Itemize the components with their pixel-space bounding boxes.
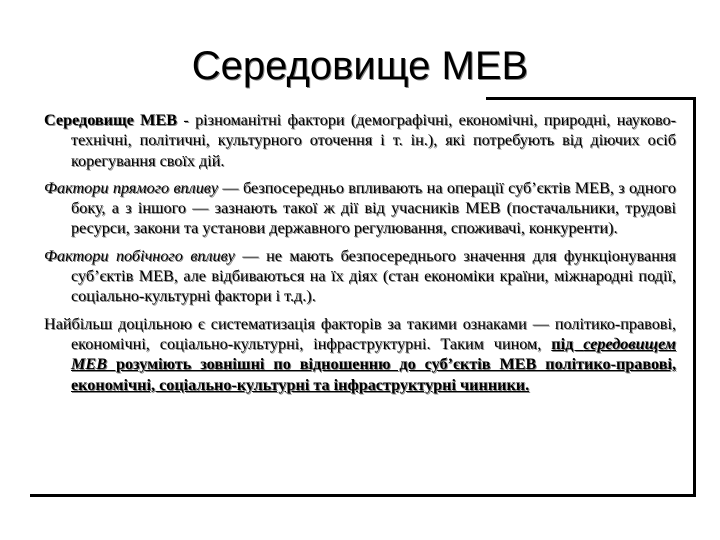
term-direct-factors: Фактори прямого впливу	[44, 178, 219, 197]
definition-text: - різноманітні фактори (демографічні, економічні, природні, науково-технічні, політичні, культурного оточення і т. ін.), які потребують від діючих осіб корегування своїх дій.	[71, 111, 677, 170]
term-environment: Середовище МЕВ	[44, 111, 178, 129]
paragraph-indirect-factors	[44, 246, 676, 307]
conclusion-part-1: під	[551, 334, 584, 353]
term-indirect-factors: Фактори побічного впливу	[44, 246, 235, 265]
decor-rule-right	[693, 97, 696, 497]
conclusion-term: середовищем МЕВ	[71, 334, 676, 374]
direct-factors-text: — безпосередньо впливають на операції суб’єктів МЕВ, з одного боку, а з іншого — зазнають такої ж дії від учасників МЕВ (постачальники, трудові ресурси, закони та установи державного регулювання, споживачі, конкуренти).	[71, 178, 677, 238]
decor-rule-bottom	[30, 494, 696, 497]
systematization-text: Найбільш доцільною є систематизація факторів за такими ознаками — політико-правові, економічні, соціально-культурні, інфраструктурні. Таким чином,	[44, 314, 676, 353]
slide-title: Середовище МЕВ	[191, 44, 529, 88]
paragraph-systematization	[44, 314, 676, 395]
indirect-factors-text: — не мають безпосереднього значення для функціонування суб’єктів МЕВ, але відбиваються на їх діях (стан економіки країни, міжнародні події, соціально-культурні фактори і т.д.).	[71, 246, 677, 306]
paragraph-definition	[44, 110, 676, 171]
slide-body	[44, 110, 676, 395]
decor-rule-top	[486, 97, 696, 100]
conclusion-part-2: розуміють зовнішні по відношенню до суб’єктів МЕВ політико-правові, економічні, соціально-культурні та інфраструктурні чинники.	[71, 355, 676, 394]
paragraph-direct-factors	[44, 178, 676, 239]
